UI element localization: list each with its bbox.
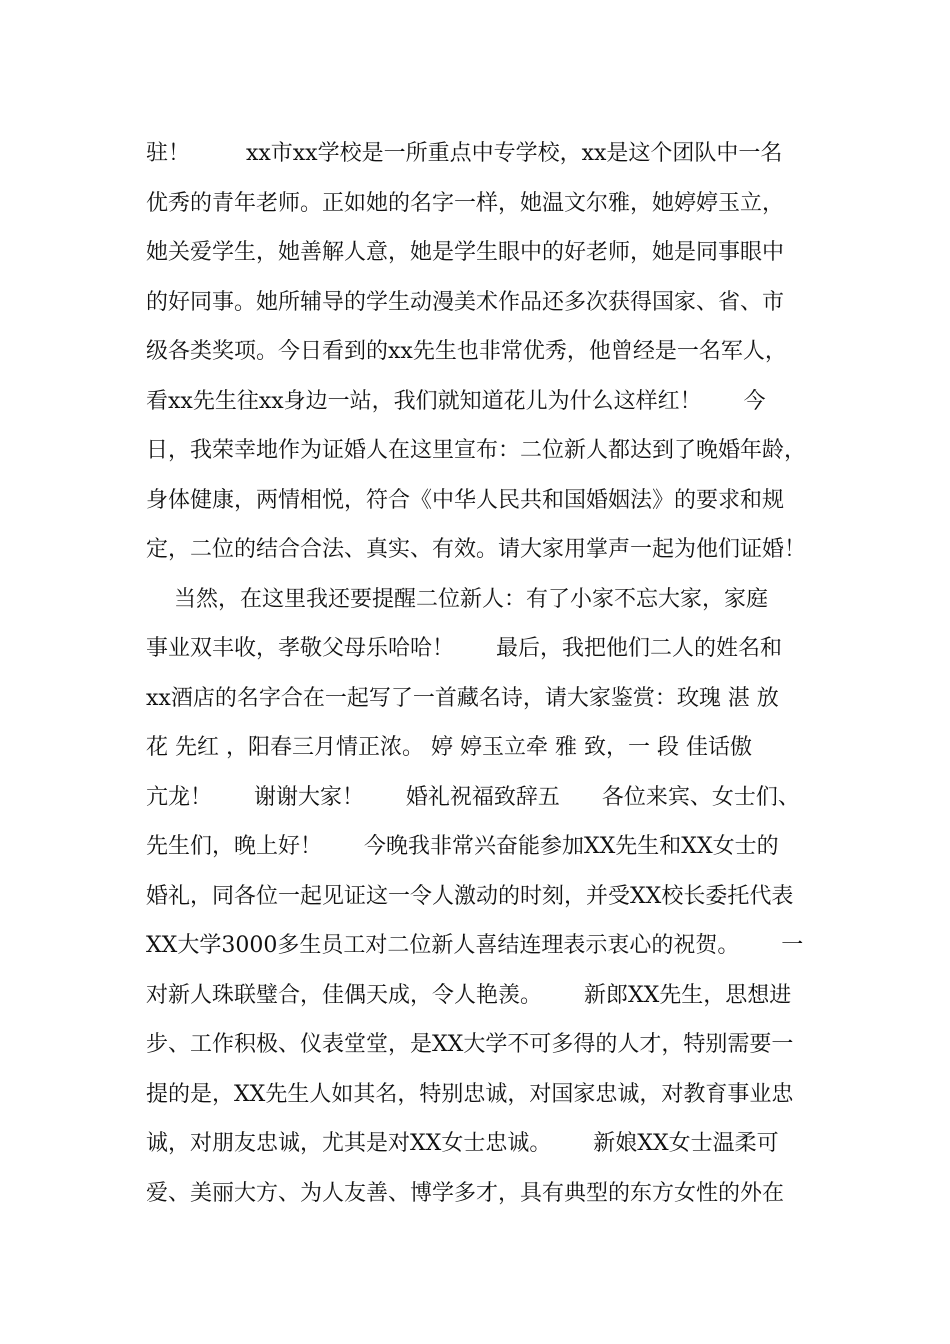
text-line-3: 她关爱学生，她善解人意，她是学生眼中的好老师，她是同事眼中	[146, 240, 785, 265]
text-line-18: 对新人珠联璧合，佳偶天成，令人艳羡。 新郎XX先生，思想进	[146, 982, 792, 1008]
text-line-15: 先生们，晚上好！ 今晚我非常兴奋能参加XX先生和XX女士的	[146, 834, 779, 859]
text-line-10: 当然，在这里我还要提醒二位新人：有了小家不忘大家，家庭	[146, 586, 768, 612]
text-line-2: 优秀的青年老师。正如她的名字一样，她温文尔雅，她婷婷玉立，	[146, 190, 785, 216]
text-line-13: 花 先红 ，阳春三月情正浓。 婷 婷玉立牵 雅 致，一 段 佳话傲	[146, 735, 752, 760]
text-line-9: 定，二位的结合合法、真实、有效。请大家用掌声一起为他们证婚！	[146, 537, 807, 562]
text-line-14: 亢龙！ 谢谢大家！ 婚礼祝福致辞五 各位来宾、女士们、	[146, 784, 800, 810]
text-line-19: 步、工作积极、仪表堂堂，是XX大学不可多得的人才，特别需要一	[146, 1032, 794, 1057]
text-line-7: 日，我荣幸地作为证婚人在这里宣布：二位新人都达到了晚婚年龄，	[146, 438, 807, 463]
text-line-8: 身体健康，两情相悦，符合《中华人民共和国婚姻法》的要求和规	[146, 487, 785, 513]
text-line-12: xx酒店的名字合在一起写了一首藏名诗，请大家鉴赏：玫瑰 湛 放	[146, 685, 779, 711]
text-line-16: 婚礼，同各位一起见证这一令人激动的时刻，并受XX校长委托代表	[146, 883, 794, 909]
body-text	[146, 129, 816, 1218]
text-line-5: 级各类奖项。今日看到的xx先生也非常优秀，他曾经是一名军人，	[146, 339, 787, 364]
text-line-6: 看xx先生往xx身边一站，我们就知道花儿为什么这样红！ 今	[146, 388, 766, 414]
text-line-11: 事业双丰收，孝敬父母乐哈哈！ 最后，我把他们二人的姓名和	[146, 636, 782, 661]
text-line-21: 诚，对朋友忠诚，尤其是对XX女士忠诚。 新娘XX女士温柔可	[146, 1131, 779, 1156]
text-line-22: 爱、美丽大方、为人友善、博学多才，具有典型的东方女性的外在	[146, 1180, 785, 1206]
text-line-4: 的好同事。她所辅导的学生动漫美术作品还多次获得国家、省、市	[146, 289, 785, 315]
text-line-20: 提的是，XX先生人如其名，特别忠诚，对国家忠诚，对教育事业忠	[146, 1081, 794, 1107]
text-line-1: 驻！ xx市xx学校是一所重点中专学校，xx是这个团队中一名	[146, 141, 783, 166]
text-line-17: XX大学3000多生员工对二位新人喜结连理表示衷心的祝贺。 一	[146, 933, 804, 958]
